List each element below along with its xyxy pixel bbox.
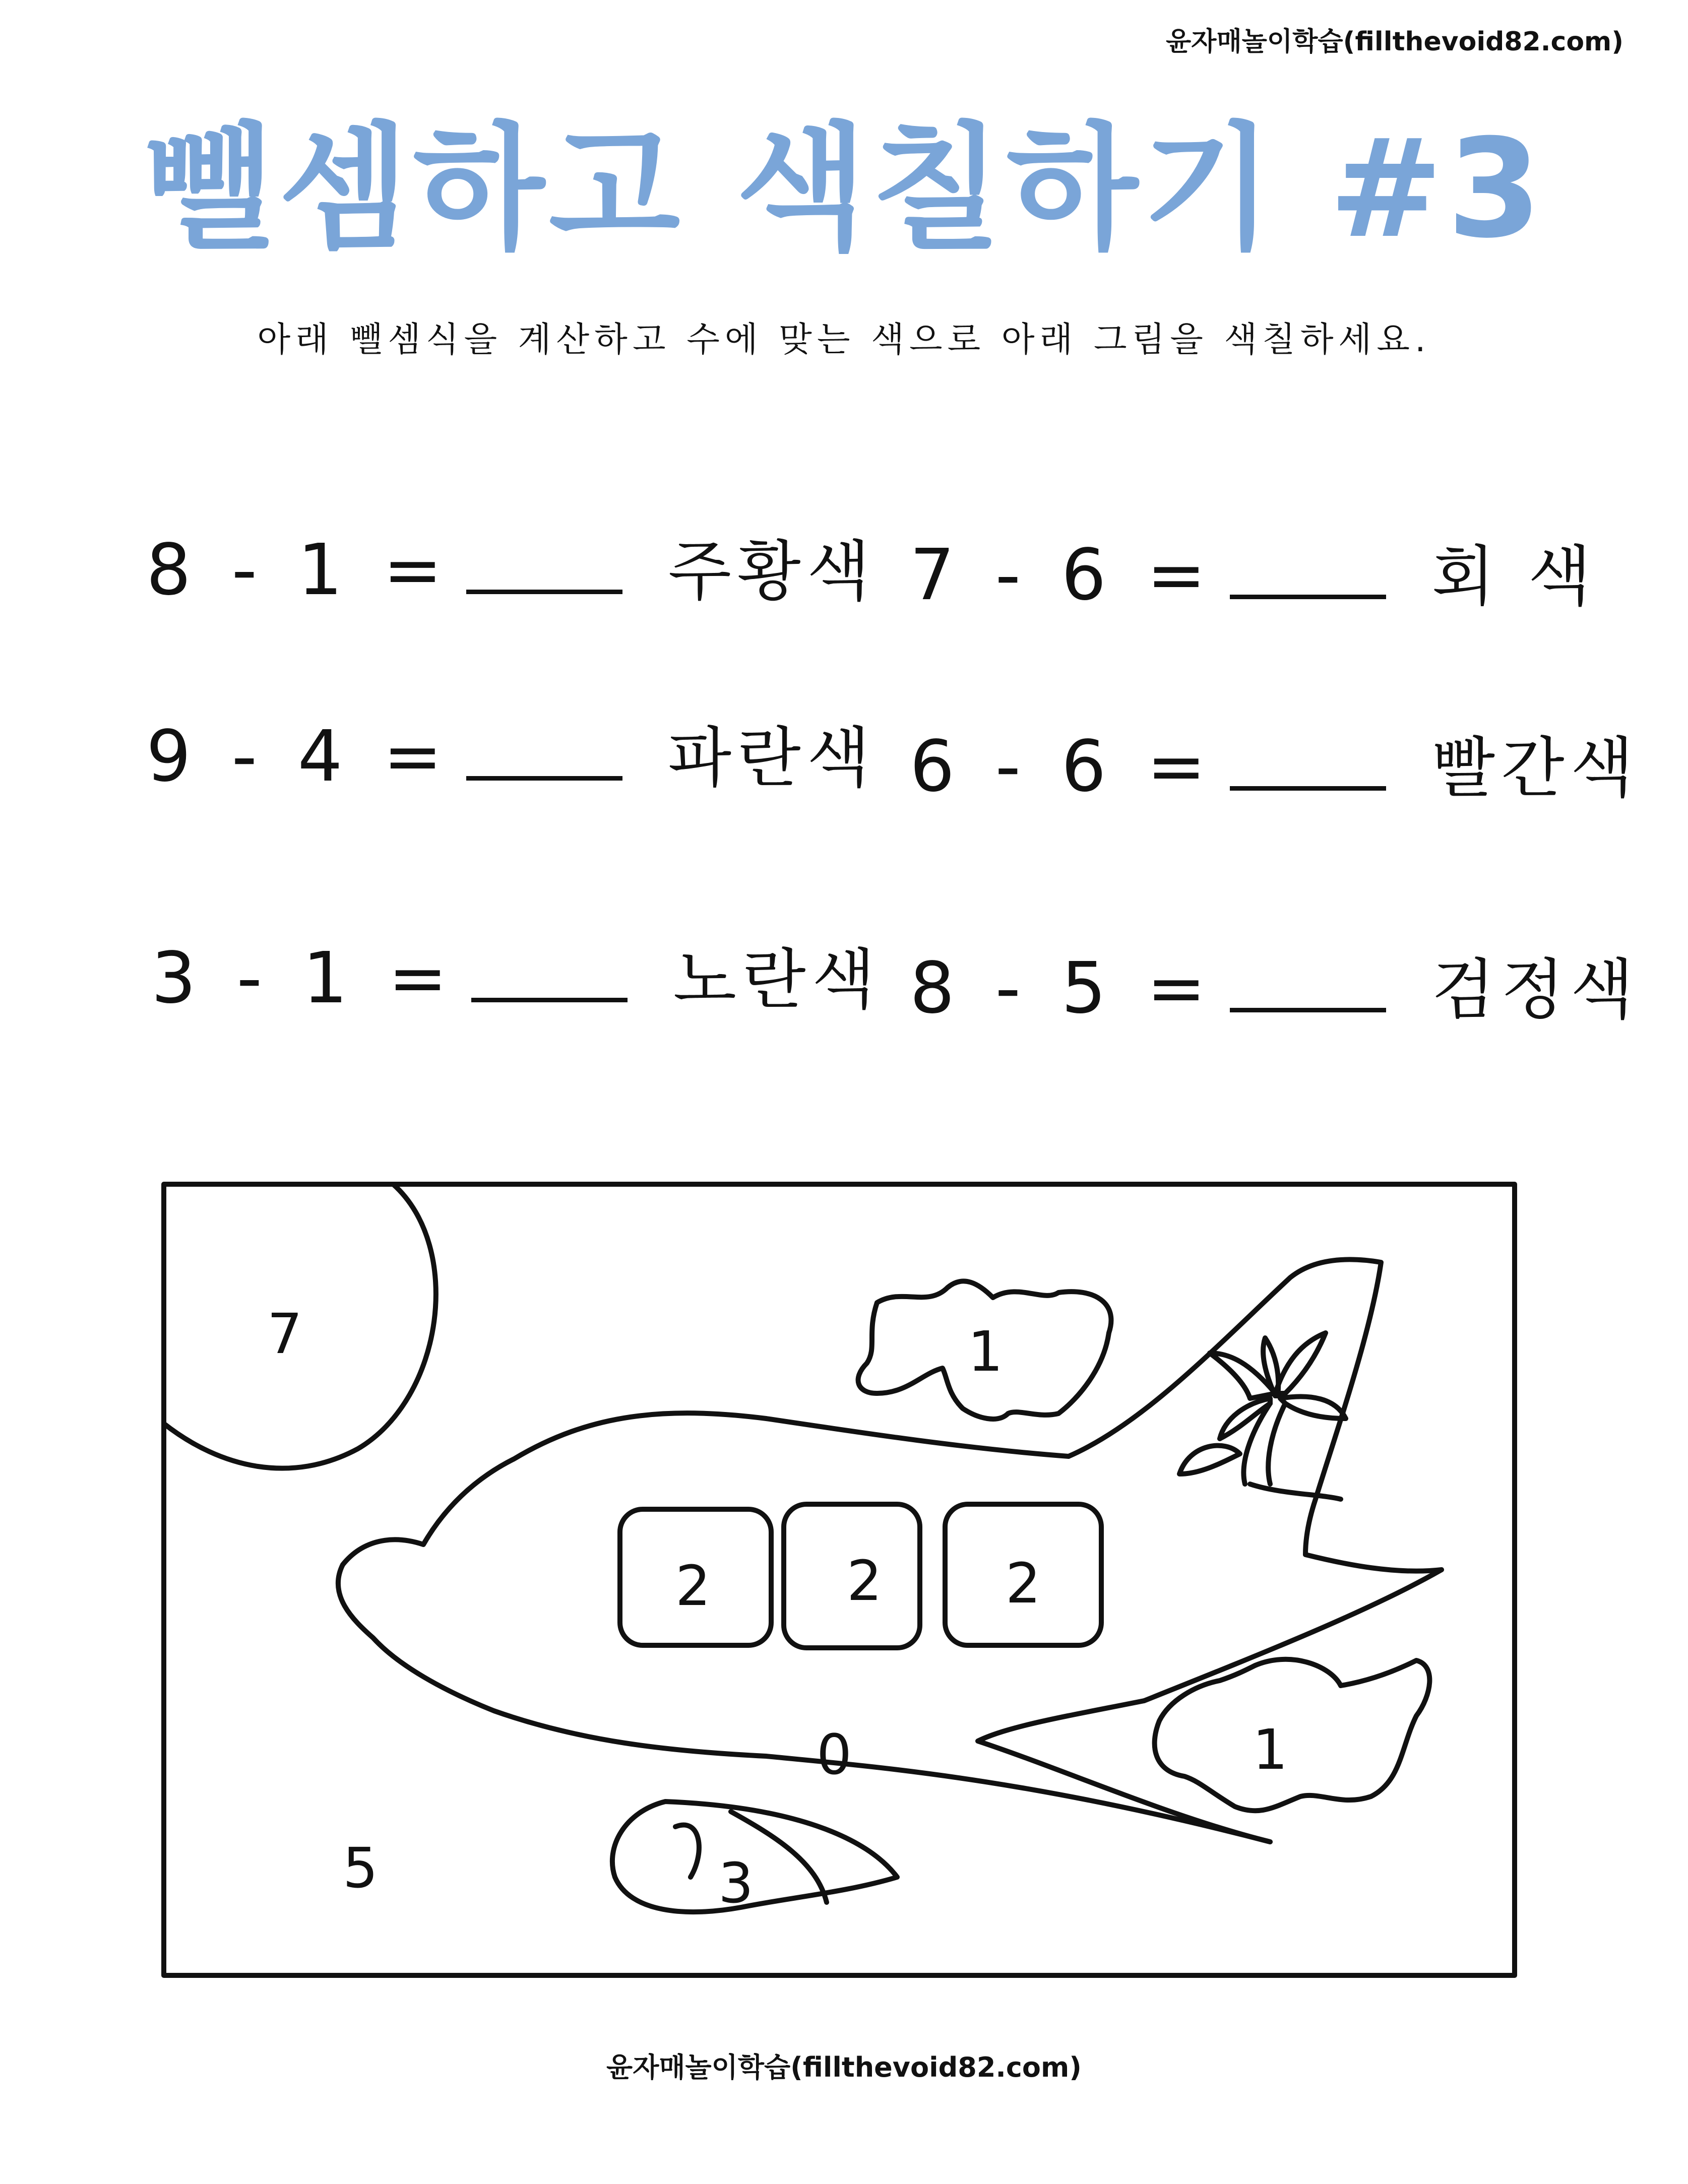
problem-color-name: 검정색 — [1431, 951, 1640, 1028]
island-ground-line — [1250, 1484, 1341, 1499]
page-title: 뺄셈하고 색칠하기 #3 — [142, 109, 1546, 268]
problem-color-name: 회 색 — [1431, 538, 1597, 615]
sky-label: 5 — [343, 1836, 378, 1900]
answer-blank[interactable] — [1230, 1003, 1386, 1012]
instruction-text: 아래 뺄셈식을 계산하고 수에 맞는 색으로 아래 그림을 색칠하세요. — [257, 320, 1431, 360]
problem-row — [910, 524, 1597, 618]
problem-expression: 9 - 4 = — [146, 716, 452, 798]
problem-row — [910, 716, 1640, 810]
coloring-picture — [161, 1182, 1517, 1978]
problem-row — [146, 519, 876, 613]
problem-color-name: 파란색 — [668, 720, 877, 796]
problem-row — [151, 927, 881, 1021]
engine-shape — [612, 1802, 897, 1912]
window-label: 2 — [1006, 1551, 1041, 1616]
problem-expression: 8 - 5 = — [910, 947, 1215, 1030]
answer-blank[interactable] — [471, 993, 628, 1002]
answer-blank[interactable] — [466, 771, 622, 781]
window-label: 2 — [675, 1554, 711, 1618]
problem-expression: 6 - 6 = — [910, 726, 1215, 808]
problem-list — [0, 519, 1688, 1073]
palm-trunk-line — [1268, 1403, 1285, 1484]
body-label: 0 — [817, 1722, 852, 1787]
answer-blank[interactable] — [466, 585, 622, 594]
tail-line — [1305, 1555, 1442, 1571]
palm-leaf-icon — [1280, 1396, 1346, 1419]
window-label: 2 — [847, 1549, 882, 1613]
problem-expression: 3 - 1 = — [151, 937, 457, 1019]
palm-leaf-icon — [1275, 1333, 1326, 1393]
problem-expression: 7 - 6 = — [910, 534, 1215, 616]
source-credit-top: 윤자매놀이학습(fillthevoid82.com) — [1165, 27, 1623, 57]
problem-color-name: 노란색 — [673, 941, 882, 1018]
top-cloud-label: 1 — [968, 1319, 1003, 1384]
palm-leaf-icon — [1263, 1338, 1278, 1396]
problem-row — [910, 937, 1640, 1032]
airplane-drawing — [161, 1182, 1517, 1978]
problem-color-name: 빨간색 — [1431, 730, 1640, 806]
problem-row — [146, 705, 876, 800]
fuselage-shape — [338, 1413, 1270, 1842]
source-credit-bottom: 윤자매놀이학습(fillthevoid82.com) — [606, 2051, 1082, 2083]
sun-label: 7 — [267, 1302, 302, 1366]
bottom-cloud-label: 1 — [1253, 1717, 1288, 1782]
answer-blank[interactable] — [1230, 781, 1386, 791]
problem-color-name: 주황색 — [668, 533, 877, 610]
problem-expression: 8 - 1 = — [146, 529, 452, 611]
island-icon — [1179, 1446, 1240, 1474]
fuselage-lower — [1144, 1570, 1442, 1701]
wing-shape — [978, 1701, 1270, 1842]
answer-blank[interactable] — [1230, 590, 1386, 599]
engine-inlet — [675, 1825, 699, 1877]
engine-label: 3 — [718, 1851, 754, 1915]
